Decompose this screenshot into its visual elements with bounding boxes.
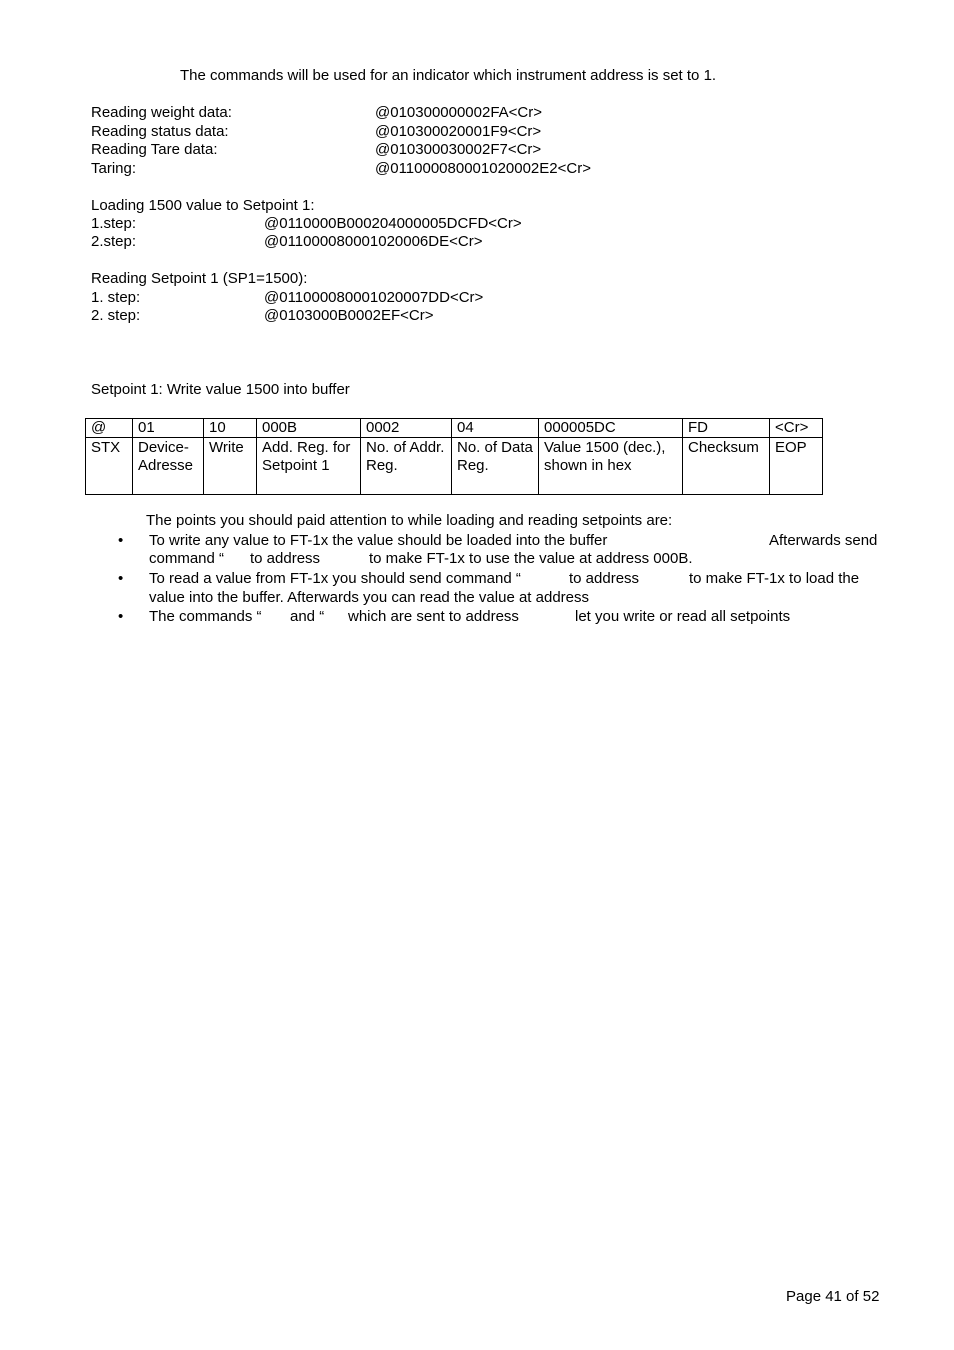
table-cell: @ [86,419,133,438]
loading-title: Loading 1500 value to Setpoint 1: [91,197,315,214]
table-cell: 0002 [361,419,452,438]
table-cell: Write [204,438,257,495]
table-cell: Device-Adresse [133,438,204,495]
loading-step-label: 2.step: [91,233,137,250]
bullet-text: To read a value from FT-1x you should send command “ [149,570,521,587]
bullet-text: to make FT-1x to load the [689,570,860,587]
setpoint-caption: Setpoint 1: Write value 1500 into buffer [91,381,350,398]
table-cell: 000B [257,419,361,438]
table-cell: 10 [204,419,257,438]
bullet-text: value into the buffer. Afterwards you can read the value at address [149,589,590,606]
points-intro: The points you should paid attention to while loading and reading setpoints are: [146,512,673,529]
bullet-text: let you write or read all setpoints [575,608,791,625]
table-cell: 04 [452,419,539,438]
table-cell: EOP [770,438,823,495]
command-label: Reading status data: [91,123,229,140]
table-cell: 01 [133,419,204,438]
table-row [86,419,823,438]
command-label: Reading Tare data: [91,141,218,158]
reading-step-value: @0103000B0002EF<Cr> [264,307,434,324]
table-cell: Value 1500 (dec.), shown in hex [539,438,683,495]
loading-step-label: 1.step: [91,215,137,232]
bullet-text: to address [250,550,321,567]
command-label: Reading weight data: [91,104,232,121]
command-label: Taring: [91,160,137,177]
reading-title: Reading Setpoint 1 (SP1=1500): [91,270,308,287]
bullet-icon: • [118,570,124,587]
frame-table [85,418,823,495]
reading-step-label: 1. step: [91,289,141,306]
table-cell: No. of Data Reg. [452,438,539,495]
bullet-text: to make FT-1x to use the value at address 000B. [369,550,693,567]
bullet-text: to address [569,570,640,587]
reading-step-label: 2. step: [91,307,141,324]
bullet-text: command “ [149,550,225,567]
table-row [86,438,823,495]
command-value: @010300030002F7<Cr> [375,141,542,158]
table-cell: STX [86,438,133,495]
table-cell: 000005DC [539,419,683,438]
table-cell: Add. Reg. for Setpoint 1 [257,438,361,495]
bullet-text: To write any value to FT-1x the value should be loaded into the buffer [149,532,608,549]
bullet-text: The commands “ [149,608,262,625]
command-value: @010300000002FA<Cr> [375,104,543,121]
bullet-icon: • [118,608,124,625]
bullet-text: which are sent to address [348,608,519,625]
command-value: @011000080001020002E2<Cr> [375,160,591,177]
page-number: Page 41 of 52 [786,1288,880,1305]
loading-step-value: @0110000B000204000005DCFD<Cr> [264,215,522,232]
bullet-text: and “ [290,608,325,625]
table-cell: Checksum [683,438,770,495]
intro-text: The commands will be used for an indicator which instrument address is set to 1. [180,67,717,84]
reading-step-value: @011000080001020007DD<Cr> [264,289,484,306]
bullet-icon: • [118,532,124,549]
table-cell: <Cr> [770,419,823,438]
bullet-text: Afterwards send [769,532,878,549]
command-value: @010300020001F9<Cr> [375,123,542,140]
table-cell: No. of Addr. Reg. [361,438,452,495]
loading-step-value: @011000080001020006DE<Cr> [264,233,483,250]
table-cell: FD [683,419,770,438]
